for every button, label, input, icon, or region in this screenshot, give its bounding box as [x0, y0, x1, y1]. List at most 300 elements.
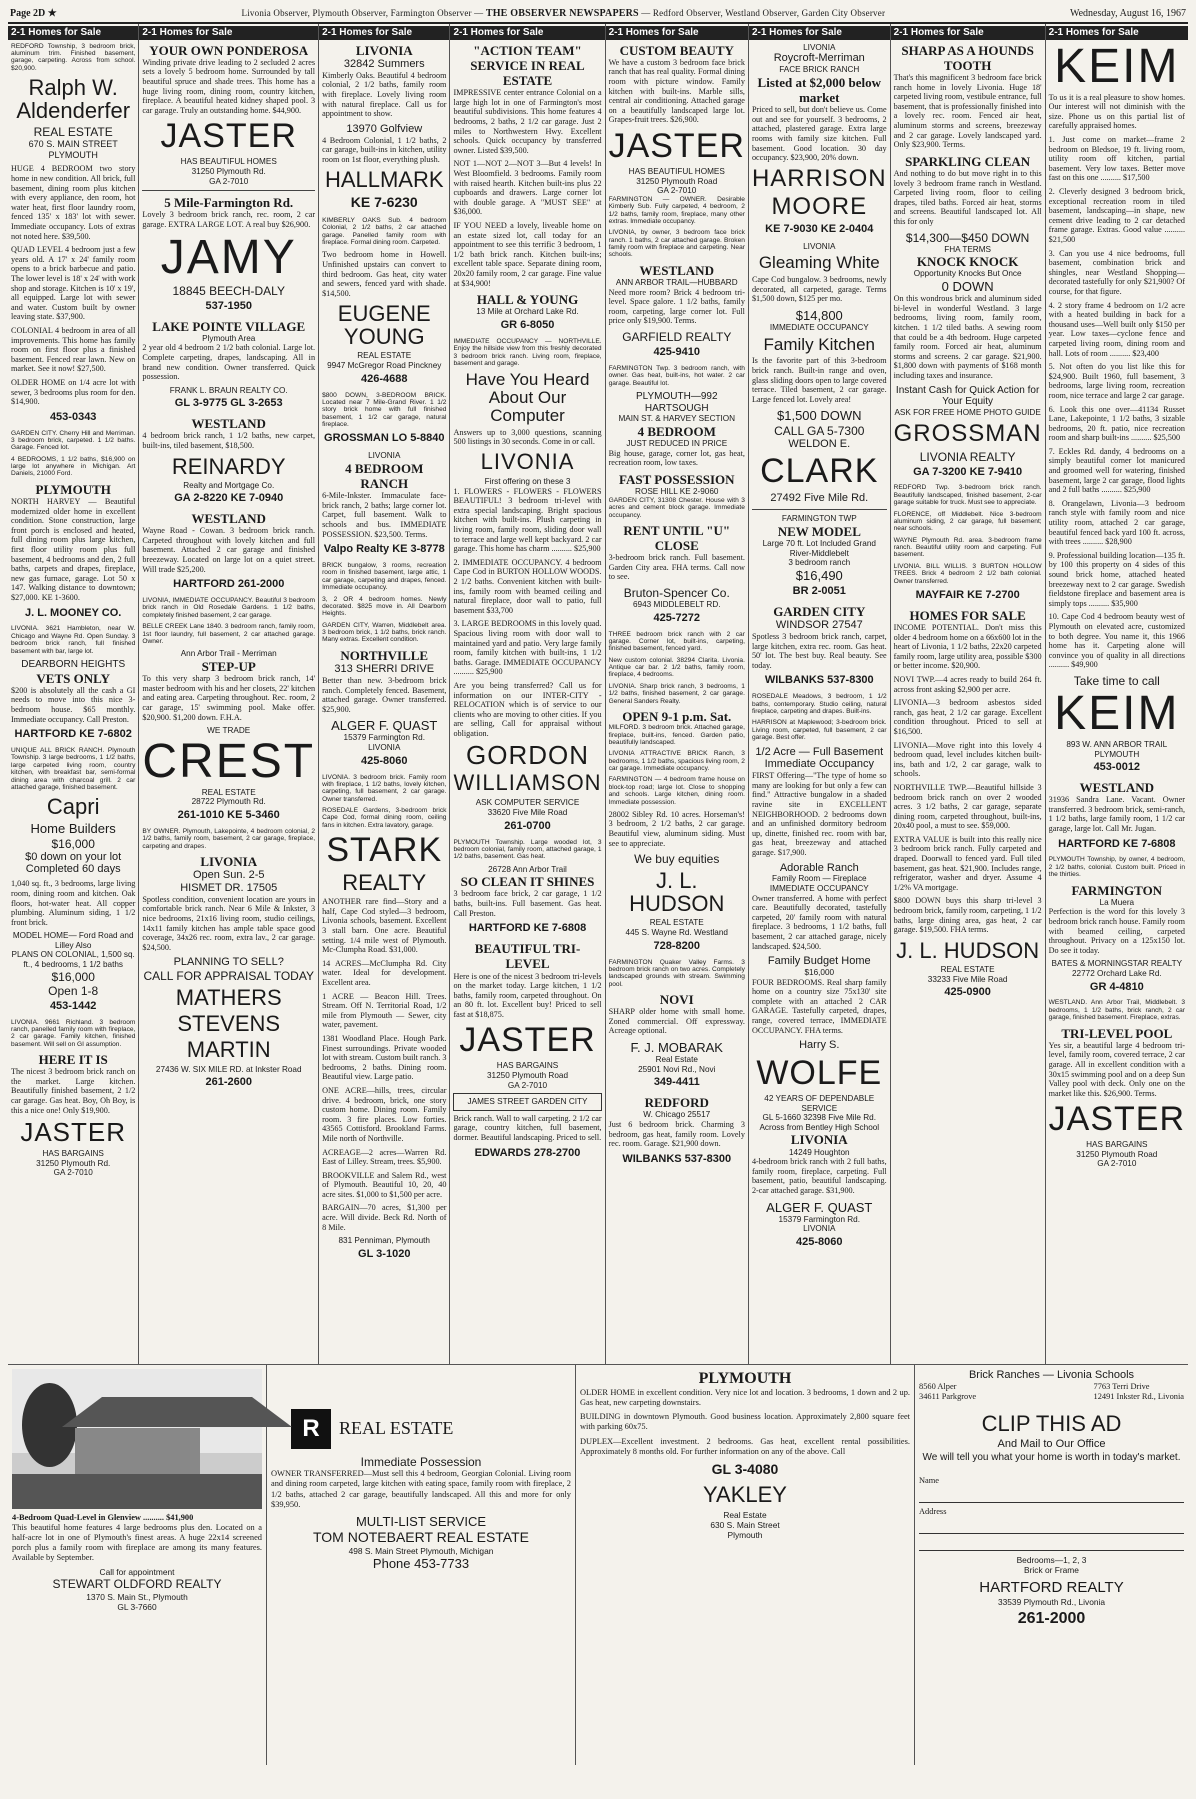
listing: Here is one of the nicest 3 bedroom tri-levels on the market today. Large kitchen, 1 1/2 baths, family room, carpeted throughout. On an 80 ft. lot. Excellent buy! Priced to sell fast at $18,875. — [453, 971, 602, 1019]
price: $16,000 — [804, 968, 835, 978]
agency-sub: Real Estate — [723, 1509, 767, 1520]
address: 12491 Inkster Rd., Livonia — [1093, 1392, 1184, 1402]
agency-address: 670 S. MAIN STREET PLYMOUTH — [28, 139, 118, 160]
phone: EDWARDS 278-2700 — [474, 1146, 581, 1159]
newspaper-page — [8, 4, 1188, 1789]
agency-city: LIVONIA — [368, 743, 401, 753]
agency-sub: Home Builders — [30, 821, 116, 837]
subheading: Family Budget Home — [767, 955, 871, 968]
listing: 2. IMMEDIATE OCCUPANCY. 4 bedroom Cape Cod in BURTON HOLLOW WOODS. 2 1/2 baths. Convenient kitchen with built-ins, family room with beamed ceiling and natural fireplace, door wall to patio, full basement $33,700 — [453, 557, 602, 615]
divider — [752, 509, 887, 510]
price: $16,000 — [51, 969, 95, 984]
agency-name: MARTIN — [186, 1037, 271, 1063]
subheading: Immediate Occupancy — [764, 758, 874, 771]
listing: ANOTHER rare find—Story and a half, Cape Cod styled—3 bedroom, Livonia schools, basement. Excellent 3 stall barn. One acre. Beautiful setting. 1/4 mile west of Plymouth. Mc-Clumpha Road. $31,000. — [322, 897, 447, 955]
subheading: IMMEDIATE OCCUPANCY — [769, 322, 869, 332]
listing: FOUR BEDROOMS. Real sharp family home on a country size 75x130' site complete with an attached 2 CAR GARAGE. Tastefully carpeted, drapes, range, covered terrace, IMMEDIATE OCCUPANCY. FHA terms. — [751, 977, 887, 1035]
listing: This beautiful home features 4 large bedrooms plus den. Located on a half-acre lot in one of Plymouth's finest areas. A huge 22x14 screened porch plus a family room with fireplace are among its many features. Available by September. — [12, 1523, 262, 1563]
phone: WILBANKS 537-8300 — [764, 674, 874, 687]
yakley-ad — [576, 1365, 915, 1765]
subheading: Adorable Ranch — [779, 861, 859, 874]
subheading: Roycroft-Merriman — [773, 52, 865, 65]
listing: BUILDING in downtown Plymouth. Good business location. Approximately 2,800 square feet with parking 60x75. — [580, 1412, 910, 1432]
listing: Lovely 3 bedroom brick ranch, rec. room, 2 car garage. EXTRA LARGE LOT. A real buy $26,900. — [142, 210, 316, 230]
heading: LIVONIA — [480, 449, 575, 475]
listing: 2 year old 4 bedroom 2 1/2 bath colonial. Large lot. Complete carpeting, drapes, landscaping. All in brand new condition. Owner transferred. Quick possession. — [142, 343, 316, 382]
list-item: 8. Orangelawn, Livonia—3 bedroom ranch style with family room and nice utility room, attached 2 car garage, beautiful fenced back yard 100 ft. across, with trees .......... $28,900 — [1048, 498, 1185, 547]
ad: GARDEN CITY, Warren, Middlebelt area. 3 bedroom brick, 1 1/2 baths, brick ranch. Many extras. Excellent condition. — [322, 621, 447, 644]
subheading: MULTI-LIST SERVICE — [355, 1513, 487, 1529]
ad: LIVONIA. 9661 Richland. 3 bedroom ranch, panelled family room with fireplace, 2 car garage. Family kitchen, finished basement. Will sell on GI assumption. — [11, 1018, 136, 1048]
ad: GARDEN CITY, 31308 Chester. House with 3 acres and cement block garage. Immediate occupancy. — [608, 496, 745, 519]
subheading: Opportunity Knocks But Once — [913, 269, 1022, 279]
ad: REDFORD Township, 3 bedroom brick, aluminum trim. Finished basement, garage, carpeting. Across from school. $20,900. — [11, 42, 136, 72]
phone: Phone 453-7733 — [372, 1556, 470, 1572]
phone: HARTFORD KE 7-6808 — [1058, 837, 1176, 850]
phone: 425-7272 — [653, 611, 700, 624]
phone: MAYFAIR KE 7-2700 — [915, 588, 1020, 601]
list-item: 4. 2 story frame 4 bedroom on 1/2 acre with a heated building in back for a thousand uses—Well built only $150 per year. Low taxes—cyclone fence and carpeted living room, dining room and hall. Lots of room .......... $23,400 — [1048, 300, 1185, 358]
heading: BEAUTIFUL TRI-LEVEL — [474, 941, 581, 972]
ad: THREE bedroom brick ranch with 2 car garage. Corner lot, built-ins, carpeting, finished basement, fenced yard. — [608, 630, 745, 653]
phone: KE 7-6230 — [350, 194, 418, 211]
ad: LIVONIA. 3 bedroom brick. Family room with fireplace, 1 1/2 baths, lovely kitchen, carpeting, full basement, 2 car garage. Owner transferred. — [322, 773, 447, 803]
listing: Are you being transferred? Call us for information on our INTER-CITY - RELOCATION which is of service to our clients who are moving to other cities. If you are selling, Call for appraisal without obligation. — [453, 680, 602, 738]
ad: MILFORD. 3 bedroom brick. Attached garage, fireplace, built-ins, fenced. Garden patio, beautifully landscaped. — [608, 724, 745, 746]
agency-address: 31250 Plymouth Rd. — [36, 1158, 111, 1168]
listing: We have a custom 3 bedroom face brick ranch that has real quality. Formal dining room with picture window. Family kitchen with built-ins. Marble sills, central air conditioning. Attached garage on a beautifully landscaped large lot. Grapes-fruit trees. $26,900. — [608, 57, 745, 125]
listing: 14 ACRES—McClumpha Rd. City water. Ideal for development. Excellent area. — [322, 958, 447, 987]
promo: Instant Cash for Quick Action for Your Equity — [895, 384, 1040, 408]
phone: Valpo Realty KE 3-8778 — [323, 543, 445, 556]
heading: LIVONIA — [790, 1132, 848, 1148]
agency-logo-text: JASTER — [20, 1117, 127, 1148]
agency-name: F. J. MOBARAK — [630, 1040, 723, 1056]
price: $14,800 — [795, 307, 843, 323]
agency-name: Harry S. — [799, 1039, 840, 1052]
promo: Completed 60 days — [25, 863, 121, 876]
agency-address: 15379 Farmington Rd. — [343, 733, 425, 743]
detail: Across from Bentley High School — [759, 1122, 880, 1132]
agency-address: 498 S. Main Street Plymouth, Michigan — [348, 1546, 494, 1557]
ad: BY OWNER. Plymouth, Lakepointe, 4 bedroom colonial, 2 1/2 baths, family room, basement, 2 car garage, fireplace, carpeting and drapes. — [142, 827, 316, 850]
subheading: And Mail to Our Office — [997, 1438, 1106, 1451]
agency-address: 27436 W. SIX MILE RD. at Inkster Road — [155, 1064, 302, 1074]
heading: 4 BEDROOM — [637, 423, 716, 439]
ad: FARMINGTON Twp. 3 bedroom ranch, with owner. Gas heat, built-ins, hot water. 2 car garage. Beautiful lot. — [608, 364, 745, 387]
heading: NEW MODEL — [777, 523, 861, 539]
listing: 31936 Sandra Lane. Vacant. Owner transferred. 3 bedroom brick, semi-ranch, 1 1/2 baths, large family room, 1 1/2 car garage, large lot. Call Mr. Jugan. — [1048, 795, 1185, 833]
agency-name: HALLMARK — [324, 167, 444, 193]
ad: HARRISON at Maplewood; 3-bedroom brick. Living room, carpeted, full basement, 2 car garage. Best offer. — [751, 719, 887, 742]
agency-city: Plymouth — [727, 1529, 763, 1540]
phone: 425-9410 — [653, 346, 700, 359]
heading: NORTHVILLE — [340, 647, 429, 663]
agency-name: GARFIELD REALTY — [622, 330, 732, 344]
subheading: FACE BRICK RANCH — [779, 65, 860, 75]
heading: "ACTION TEAM" SERVICE IN REAL ESTATE — [470, 42, 585, 89]
agency-address: 33620 Five Mile Road — [487, 808, 568, 818]
ad: 3, 2 OR 4 bedroom homes. Newly decorated. $825 move in. All Dearborn Heights. — [322, 595, 447, 618]
agency-name: STEWART OLDFORD REALTY — [52, 1577, 222, 1592]
listing: 4 Bedroom Colonial, 1 1/2 baths, 2 car garage, built-ins in kitchen, utility room on 1st floor, everything plush. — [322, 135, 447, 164]
promo: Take time to call — [1073, 673, 1160, 688]
address: 34611 Parkgrove — [919, 1392, 977, 1402]
phone: 425-0900 — [944, 986, 991, 999]
heading: GARDEN CITY — [773, 603, 866, 619]
agency-sub: REAL ESTATE — [940, 964, 995, 974]
agency-sub: HAS BEAUTIFUL HOMES — [628, 167, 725, 177]
agency-logo-text: REALTY — [342, 870, 427, 896]
listing: To us it is a real pleasure to show homes. Our interest will not diminish with the size. Phone us on this partial list of carefully appraised homes. — [1048, 92, 1185, 131]
promo: CALL FOR APPRAISAL TODAY — [143, 969, 314, 984]
listing: 1 ACRE — Beacon Hill. Trees. Stream. Off N. Territorial Road, 1/2 mile from Plymouth — Sewer, city water, pavement. — [322, 991, 447, 1030]
phone: 728-8200 — [653, 939, 700, 952]
phone: GL 3-7660 — [117, 1601, 157, 1612]
detail: We will tell you what your home is worth in today's market. — [922, 1451, 1181, 1463]
agency-logo-text: JASTER — [459, 1021, 596, 1060]
subheading: LIVONIA — [368, 451, 401, 461]
agency-address: 445 S. Wayne Rd. Westland — [625, 928, 728, 938]
heading: FARMINGTON — [1071, 882, 1163, 898]
address: 7763 Terri Drive — [1093, 1382, 1150, 1392]
phone: 453-1442 — [49, 999, 97, 1012]
listing: 4-bedroom brick ranch with 2 full baths, family room, fireplace, carpeting. Full basement, patio, beautiful landscaping. 2-car attached garage. $31,900. — [751, 1157, 887, 1196]
list-item: 5. Not often do you list like this for $24,900. Built 1960, full basement, 3 bedrooms, large living room, recreation room, nice terrace and large 2 car garage. — [1048, 362, 1185, 400]
agency-name: Ralph W. Aldenderfer — [16, 75, 131, 124]
column-3 — [319, 24, 450, 1364]
phone: 261-1010 KE 5-3460 — [177, 808, 280, 821]
heading: DEARBORN HEIGHTS — [21, 658, 126, 670]
ad: LIVONIA. Sharp brick ranch, 3 bedrooms, 1 1/2 baths, finished basement, 2 car garage. General Sanders Realty. — [608, 682, 745, 705]
heading: RENT UNTIL "U" CLOSE — [623, 522, 731, 554]
agency-name: ALGER F. QUAST — [766, 1199, 873, 1215]
subheading: LIVONIA — [803, 241, 836, 251]
agency-name: HARTFORD REALTY — [979, 1578, 1124, 1596]
ad: PLYMOUTH Township, by owner, 4 bedroom, 2 1/2 baths, colonial. Custom built. Priced in the thirties. — [1048, 856, 1185, 879]
ad: LIVONIA, by owner, 3 bedroom face brick ranch. 1 baths, 2 car attached garage. Broken family room with fireplace and carpeting. Near schools. — [608, 229, 745, 259]
heading: CUSTOM BEAUTY — [619, 42, 734, 58]
agency-logo-text: GROSSMAN — [893, 419, 1042, 447]
subheading: FARMINGTON TWP — [781, 514, 857, 524]
agency-address: 22772 Orchard Lake Rd. — [1071, 968, 1162, 978]
listing: DUPLEX—Excellent investment. 2 bedrooms. Gas heat, excellent rental possibilities. Approximately 8 months old. For further information on any of the above. Call — [580, 1436, 910, 1456]
listing: 3 bedroom face brick, 2 car garage, 1 1/2 baths, built-ins. Full basement. Gas heat. Call Preston. — [453, 889, 602, 918]
agency-name: REINARDY — [171, 453, 286, 479]
agency-sub: Realty and Mortgage Co. — [183, 480, 275, 490]
agency-address: 31250 Plymouth Rd. — [191, 167, 266, 177]
listing: HUGE 4 BEDROOM two story home in new condition. All brick, full basement, dining room plus kitchen with every appliance, den room, hot water heat, first floor laundry room, fenced 135' x 183' lot with sewer. Immediate occupancy. Lots of extras not noted here. $39,500. — [11, 164, 136, 241]
phone: ROSE HILL KE 2-9060 — [635, 487, 719, 497]
listing: Spotless 3 bedroom brick ranch, carpet, large kitchen, extra rec. room. Gas heat. 50' lot. The best buy. Real beauty. See today. — [751, 632, 887, 670]
address: WINDSOR 27547 — [775, 619, 863, 632]
heading: LIVONIA — [200, 853, 258, 869]
column-8 — [1046, 24, 1188, 1364]
subheading: PLYMOUTH—992 HARTSOUGH — [636, 391, 718, 414]
listing: BARGAIN—70 acres, $1,300 per acre. Will divide. Beck Rd. North of 8 Mile. — [322, 1203, 447, 1232]
listing: NOT 1—NOT 2—NOT 3—But 4 levels! In West Bloomfield. 3 bedrooms. Family room with raised hearth. Kitchen built-ins plus 22 cupboards and drawers. Large corner lot with double garage. A "MUST SEE" at $36,000. — [453, 159, 602, 217]
agency-sub: HAS BARGAINS — [42, 1149, 104, 1159]
agency-name: J. L. HUDSON — [629, 868, 725, 917]
column-1 — [8, 24, 139, 1364]
agency-logo-text: KEIM — [1054, 39, 1180, 93]
address: 313 SHERRI DRIVE — [334, 663, 435, 676]
agency-name: STEVENS — [177, 1011, 281, 1037]
agency-address: 9947 McGregor Road Pinckney — [327, 361, 442, 371]
listing: 3. LARGE BEDROOMS in this lovely quad. Spacious living room with door wall to maintained yard and patio. Very large family room, family kitchen with built-ins, 1 1/2 baths. Garage. IMMEDIATE OCCUPANCY .......... $25,900 — [453, 619, 602, 677]
photo-caption: 4-Bedroom Quad-Level in Glenview .......... $41,900 — [12, 1513, 194, 1522]
open-hours: Open Sun. 2-5 — [192, 869, 265, 882]
phone: 349-4411 — [653, 1076, 700, 1089]
subheading: First offering on these 3 — [484, 477, 571, 487]
listing: Winding private drive leading to 2 secluded 2 acres sets a lovely 5 bedroom home. Surrounded by tall beautiful spruce and shade trees. This home has a huge living room, dining room, country kitchen, fireplace. A beautiful heated kidney shaped pool. 3 car garage. Truly an outstanding home. $44,900. — [142, 57, 316, 115]
heading: SO CLEAN IT SHINES — [460, 874, 595, 890]
agency-sub: Real Estate — [655, 1055, 698, 1065]
ad: 4 BEDROOMS, 1 1/2 baths, $16,900 on large lot anywhere in Michigan. Art Daniels, 21000 Ford. — [11, 455, 136, 478]
heading: WESTLAND — [191, 511, 266, 527]
subheading: Immediate Possession — [360, 1455, 482, 1469]
agency-address: 25901 Novi Rd., Novi — [638, 1064, 716, 1074]
agency-logo-text: STARK — [326, 831, 443, 870]
phone: 537-1950 — [205, 299, 252, 312]
page-number: Page 2D ★ — [10, 7, 57, 19]
agency-sub: REAL ESTATE — [201, 787, 256, 797]
ad: FARMINGTON Quaker Valley Farms. 3 bedroom brick ranch on two acres. Completely landscaped grounds with stream. Swimming pool. — [608, 958, 745, 988]
address-field[interactable]: Address — [919, 1507, 1184, 1551]
listing: LIVONIA—3 bedroom asbestos sided ranch, gas heat, 2 1/2 car garage. Excellent condition throughout. Priced to sell at $16,500. — [893, 698, 1042, 736]
heading: LAKE POINTE VILLAGE — [152, 318, 306, 334]
heading: Family Kitchen — [763, 334, 876, 354]
listing: ONE ACRE—hills, trees, circular drive. 4 bedroom, brick, one story custom home. Dining room. Family room. 3 fire places. Low forties. 43565 Cottisford. Brookland Farms. Mile north of Northville. — [322, 1085, 447, 1143]
price: $14,300—$450 DOWN — [905, 230, 1030, 245]
list-item: 7. Eckles Rd. dandy, 4 bedrooms on a simply beautiful corner lot manicured and groomed well for watering, finished basement, large 2 car garage, flood lights and 2 full baths .......... $25,900 — [1048, 446, 1185, 495]
heading: 5 Mile-Farmington Rd. — [164, 195, 294, 211]
agency-address: 13 Mile at Orchard Lake Rd. — [476, 307, 579, 317]
section-header: 2-1 Homes for Sale — [8, 26, 138, 40]
heading: NOVI — [659, 992, 694, 1008]
subheading: We buy equities — [634, 852, 720, 867]
phone: 453-0012 — [1093, 761, 1141, 774]
listing: Answers up to 3,000 questions, scanning 500 listings in 30 seconds. Come in or call. — [453, 427, 602, 447]
column-5 — [606, 24, 749, 1364]
listing: IF YOU NEED a lovely, liveable home on an estate sized lot, call today for an appointment to see this terrific 3 bedroom, 1 1/2 bath brick ranch. Kitchen built-ins; excellent table space. Separate dining room, 20x20 family room, 2 car garage. Fine value at $34,900! — [453, 221, 602, 288]
listing: Kimberly Oaks. Beautiful 4 bedroom colonial, 2 1/2 baths, family room with fireplace. Lovely living room with natural fireplace. Call us for appointment to show. — [322, 70, 447, 119]
agency-name: BATES & MORNINGSTAR REALTY — [1051, 959, 1183, 969]
masthead — [8, 4, 1188, 24]
issue-date: Wednesday, August 16, 1967 — [1069, 7, 1186, 19]
agency-name: HALL & YOUNG — [476, 292, 579, 308]
agency-name: FRANK L. BRAUN REALTY CO. — [169, 385, 288, 395]
subheading: Family Room — Fireplace — [771, 874, 867, 884]
phone: GL 3-1020 — [358, 1247, 411, 1260]
listing: Two bedroom home in Howell. Unfinished upstairs can convert to third bedroom. Gas heat, city water and sewers, fenced yard with shade. $14,500. — [322, 250, 447, 298]
subheading: Ann Arbor Trail - Merriman — [180, 649, 277, 659]
listing: 6-Mile-Inkster. Immaculate face-brick ranch, 2 baths; large corner lot. Carpet, full basement. Walk to schools and bus. IMMEDIATE POSSESSION. $23,500. Terms. — [322, 491, 447, 539]
notebaert-ad — [267, 1365, 576, 1765]
phone: 425-8060 — [796, 1236, 843, 1249]
model-home: MODEL HOME— Ford Road and Lilley Also — [12, 931, 134, 950]
list-item: 6. Look this one over—41134 Russet Lane, Lakepointe, 1 1/2 baths, 3 sizable bedrooms, 20 ft. patio, nice recreation room and sharp built-ins .......... $25,500 — [1048, 404, 1185, 443]
agency-sub: ASK COMPUTER SERVICE — [475, 798, 580, 808]
agency-address: 27492 Five Mile Rd. — [770, 492, 869, 505]
ad: FARMINGTON — 4 bedroom frame house on block-top road; large lot. Close to shopping and schools. Large kitchen, dining room. Immediate possession. — [608, 776, 745, 806]
listing: COLONIAL 4 bedroom in area of all improvements. This home has family room on first floor plus a finished basement. Fenced rear lawn. New on market. See it now! $27,500. — [11, 325, 136, 374]
agency-logo-text: CREST — [142, 734, 316, 788]
subheading: FHA TERMS — [944, 244, 991, 254]
listing: 3-bedroom brick ranch. Full basement. Garden City area. FHA terms. Call now to see. — [608, 553, 745, 582]
column-6 — [749, 24, 891, 1364]
agency-logo-text: JASTER — [608, 127, 745, 166]
listing: Priced to sell, but don't believe us. Come out and see for yourself. 3 bedrooms, 2 attached, plastered garage. Extra large rooms with family size kitchen. Full basement. Good location. 30 day occupancy. $23,900, 20% down. — [751, 105, 887, 163]
agency-logo-text: JASTER — [160, 117, 297, 156]
ad: ROSEDALE Meadows, 3 bedroom, 1 1/2 baths, contemporary. Studio ceiling, natural fireplace, carpeting and drapes. Built-ins. — [751, 693, 887, 716]
masthead-title: Livonia Observer, Plymouth Observer, Farmington Observer — THE OBSERVER NEWSPAPERS — Redford Observer, Westland Observer, Garden City Observer — [241, 7, 886, 19]
listing: 1,040 sq. ft., 3 bedrooms, large living room, dining room and kitchen. Oak floors, hot-water heat. All copper plumbing. Aluminum siding, 1 1/2 front brick. — [11, 879, 136, 927]
ad: IMMEDIATE OCCUPANCY — NORTHVILLE. Enjoy the hillside view from this freshly decorated 3 bedroom brick ranch. Living room, fireplace, basement and garage. — [453, 337, 602, 367]
heading: HOMES FOR SALE — [909, 607, 1026, 623]
listing: QUAD LEVEL 4 bedroom just a few years old. A 17' x 24' family room opens to a brick barbecue and patio. The lower level is 18' x 24' with work shop and storage. Kitchen is 10' x 19', all equipped. Large lot with sewer and water. Custom built by owner leaving state. $37,900. — [11, 245, 136, 322]
agency-name: YAKLEY — [703, 1482, 787, 1508]
price: $16,490 — [795, 567, 843, 583]
subheading: IMMEDIATE OCCUPANCY — [769, 884, 869, 894]
phone: GR 6-8050 — [500, 318, 555, 331]
phone: WILBANKS 537-8300 — [622, 1152, 732, 1165]
bottom-ads — [8, 1364, 1188, 1765]
heading: 4 BEDROOM RANCH — [345, 460, 424, 492]
listing: Spotless condition, convenient location are yours in comfortable brick ranch. Near 6 Mile & Inkster, 3 nice bedrooms, 21x16 living room, studio ceilings, 14x11 family kitchen has ample table space good coverage, 34x26 rec. room, extra lav., 2 car garage. $24,500. — [142, 894, 316, 952]
name-field[interactable]: Name — [919, 1476, 1184, 1503]
phone: 425-8060 — [361, 754, 408, 767]
subheading: MAIN ST. & HARVEY SECTION — [618, 414, 736, 424]
listing: $200 is absolutely all the cash a GI needs to move into this nice 3-bedroom house. $65 monthly. Immediate occupancy. Call Preston. — [11, 685, 136, 724]
agency-logo-text: JAMY — [160, 230, 297, 284]
agency-sub: REAL ESTATE — [649, 918, 704, 928]
realtor-logo-icon: R — [291, 1409, 331, 1449]
phone: GA 2-8220 KE 7-0940 — [174, 492, 284, 505]
price: 0 DOWN — [941, 279, 994, 295]
heading: PLYMOUTH — [698, 1370, 792, 1387]
section-header: 2-1 Homes for Sale — [1046, 26, 1188, 40]
heading: WESTLAND — [191, 416, 266, 432]
section-header: 2-1 Homes for Sale — [749, 26, 890, 40]
agency-name: Bruton-Spencer Co. — [623, 586, 730, 601]
agency-name: WELDON E. — [788, 437, 851, 450]
subheading: ANN ARBOR TRAIL—HUBBARD — [615, 278, 738, 288]
phone: GL 5-1660 32398 Five Mile Rd. — [762, 1113, 877, 1123]
phone: 261-0700 — [504, 819, 551, 832]
bedrooms-option[interactable]: Bedrooms—1, 2, 3 — [1016, 1554, 1087, 1565]
agency-address: 33233 Five Mile Road — [927, 974, 1008, 984]
heading: WESTLAND — [1079, 780, 1155, 796]
listing: Better than new. 3-bedroom brick ranch. Completely fenced. Basement, attached garage. Owner transferred. $25,900. — [322, 675, 447, 714]
ad: LIVONIA. 3621 Hambleton, near W. Chicago and Wayne Rd. Open Sunday. 3 bedroom brick ranch, full finished basement with bar, large lot. — [11, 625, 136, 655]
agency-logo-text: MOORE — [771, 192, 868, 220]
section-header: 2-1 Homes for Sale — [606, 26, 748, 40]
heading: Listed at $2,000 below market — [757, 74, 882, 105]
glenview-ad — [8, 1365, 267, 1765]
phone: KE 7-9030 KE 2-0404 — [765, 222, 874, 235]
agency-name: ALGER F. QUAST — [331, 718, 438, 734]
listing: To this very sharp 3 bedroom brick ranch, 14' master bedroom with his and her closets, 22' kitchen and eating area. Carpeting throughout. Rec. room, 2 car garage, 15' swimming pool. Make offer. $20,900. $1,200 down. F.H.A. — [142, 674, 316, 722]
agency-address: 33539 Plymouth Rd., Livonia — [997, 1596, 1106, 1607]
ad: $800 DOWN, 3-BEDROOM BRICK. Located near 7 Mile-Grand River. 1 1/2 story brick home with full finished basement, 1 1/2 car garage, natural fireplace. — [322, 391, 447, 429]
agency-sub: HAS BEAUTIFUL HOMES — [180, 157, 277, 167]
agency-name: EUGENE YOUNG — [337, 301, 431, 350]
heading: CLIP THIS AD — [981, 1411, 1122, 1437]
agency-sub: REAL ESTATE — [357, 351, 412, 361]
agency-name: Capri — [46, 794, 100, 820]
heading: FAST POSSESSION — [619, 471, 735, 487]
agency-address: 31250 Plymouth Road — [636, 176, 718, 186]
heading: REDFORD — [644, 1095, 709, 1111]
ad-box — [453, 1093, 601, 1111]
ad: WAYNE Plymouth Rd. area. 3-bedroom frame ranch. Beautiful utility room and carpeting. Full basement. — [893, 536, 1042, 559]
listing: Just 6 bedroom brick. Charming 3 bedroom, gas heat, family room. Lovely rec. room. Garage. $21,900 down. — [608, 1120, 745, 1149]
type-option[interactable]: Brick or Frame — [1024, 1564, 1079, 1575]
agency-logo-text: WILLIAMSON — [453, 770, 602, 796]
listing: FIRST Offering—"The type of home so many are looking for but only a few can find." Attractive bungalow in a shaded ravine site in EXCELLENT NEIGHBORHOOD. 2 bedrooms down and an unfinished dormitory bedroom up, dinette, finished rec. room with bar, gas heat, breezeway and attached garage. $17,900. — [751, 771, 887, 857]
agency-name: TOM NOTEBAERT REAL ESTATE — [312, 1529, 529, 1546]
heading: PLYMOUTH — [35, 481, 111, 497]
hartford-ad — [915, 1365, 1188, 1765]
subheading: Brick Ranches — Livonia Schools — [968, 1369, 1135, 1381]
list-item: 10. Cape Cod 4 bedroom beauty west of Plymouth on elevated acre, customized to both degree. You name it, this 1966 home has it. Carpeting alone will convince you of quality in all directions .......... $49,900 — [1048, 612, 1185, 670]
list-item: 1. Just come on market—frame 2 bedroom on Bledsoe, 19 ft. living room, utility room off kitchen, partial basement. Very low taxes. Better move fast on this one .......... $17,500 — [1048, 135, 1185, 183]
list-item: 9. Professional building location—135 ft. by 100 this property on 4 sides of this sound brick home, attached heated breezeway next to 2 car garage. Swedish fieldstone fireplace and basement area is simply tops .......... $35,900 — [1048, 550, 1185, 608]
ad: PLYMOUTH Township. Large wooded lot, 3 bedroom colonial, family room, attached garage, 1 1/2 baths, basement. Gas heat. — [453, 838, 602, 861]
heading: HERE IT IS — [38, 1052, 108, 1068]
phone: GA 7-3200 KE 7-9410 — [913, 465, 1023, 478]
agency-logo-text: WOLFE — [756, 1054, 883, 1093]
listing: Wayne Road - Cowan. 3 bedroom brick ranch. Carpeted throughout with lovely kitchen and full basement. Attached 2 car garage and finished breezeway. Located on large lot on a quiet street. Will trade $25,200. — [142, 526, 316, 574]
heading: REAL ESTATE — [339, 1418, 454, 1439]
agency-address: 6943 MIDDLEBELT RD. — [632, 600, 721, 610]
listing: 4 bedroom brick ranch, 1 1/2 baths, new carpet, built-ins, tiled basement, $18,500. — [142, 431, 316, 450]
phone: 261-2000 — [1017, 1610, 1086, 1628]
detail: Call for appointment — [99, 1567, 175, 1578]
ad: WESTLAND. Ann Arbor Trail, Middlebelt. 3 bedrooms, 1 1/2 baths, brick ranch, 2 car garage, finished basement. Fireplace, extras. — [1048, 999, 1185, 1022]
agency-logo-text: JASTER — [1048, 1100, 1185, 1139]
agency-sub: HAS BARGAINS — [1086, 1140, 1148, 1150]
listing: 1. FLOWERS - FLOWERS - FLOWERS BEAUTIFUL! 3 bedroom tri-level with extra special landscaping. Bright spacious kitchen with built-ins. Plush carpeting in living room, family room, sliding door wall to terrace and large well kept backyard. 2 car garage. This home has charm .......... $25,900 — [453, 486, 602, 554]
subheading: LIVONIA — [803, 42, 836, 52]
detail: Large 70 ft. Lot Included Grand River-Middlebelt — [762, 539, 876, 558]
address: HISMET DR. 17505 — [180, 881, 278, 894]
agency-logo-text: HARRISON — [751, 164, 887, 192]
ad: BRICK bungalow, 3 rooms, recreation room in finished basement, large attic, 1 car garage, carpeting and drapes, fenced. Immediate occupancy. — [322, 562, 447, 592]
ad: ROSEDALE Gardens, 3-bedroom brick Cape Cod, formal dining room, ceiling fans in kitchen. Extra lavatory, garage. — [322, 807, 447, 829]
ad: GARDEN CITY. Cherry Hill and Merriman. 3 bedroom brick, carpeted. 1 1/2 baths. Garage. Fenced lot. — [11, 429, 136, 452]
agency-address: 15379 Farmington Rd. — [778, 1214, 861, 1224]
listing: Big house, garage, corner lot, gas heat, recreation room, low taxes. — [608, 448, 745, 468]
agency-address: 31250 Plymouth Road — [486, 1071, 569, 1081]
agency-sub: 42 YEARS OF DEPENDABLE SERVICE — [764, 1094, 875, 1113]
agency-sub: REAL ESTATE — [33, 125, 113, 140]
section-header: 2-1 Homes for Sale — [450, 26, 604, 40]
heading: TRI-LEVEL POOL — [1061, 1025, 1173, 1041]
ad: New custom colonial. 38294 Clarita. Livonia. Antique car bar. 2 1/2 baths, family room, fireplace, 4 bedrooms. — [608, 656, 745, 679]
listing: 1381 Woodland Place. Hough Park. Finest surroundings. Private wooded lot with stream. Custom built ranch. 3 bedrooms, 2 baths. Dining room. Beautiful view. Large patio. — [322, 1033, 447, 1082]
phone: GA 2-7010 — [657, 186, 697, 196]
subheading: WE TRADE — [207, 726, 251, 736]
heading: KNOCK KNOCK — [916, 254, 1019, 270]
phone: GR 4-4810 — [1089, 980, 1144, 993]
listing: NORTH HARVEY — Beautiful modernized older home in excellent condition. Stone construction, large front porch is enclosed and heated, full dining room plus large kitchen, first floor utility room plus full basement, 4 bedrooms and den, 2 full baths, carpets and drapes, fireplace, new gas furnace, garage. Lot 50 x 147. Walking distance to downtown; $27,000. KE 1-3600. — [11, 497, 136, 602]
price: $1,500 DOWN — [777, 408, 862, 424]
phone: GL 3-4080 — [711, 1460, 779, 1477]
listing: OLDER HOME in excellent condition. Very nice lot and location. 3 bedrooms, 1 down and 2 up. Gas heat, new carpeting downstairs. — [580, 1388, 910, 1408]
listing: EXTRA VALUE is built into this really nice 3 bedroom brick ranch. Fully carpeted and draped. Doorwall to fenced yard. Full tiled basement, gas heat. $21,900. Includes range, refrigerator, washer and dryer. Assume 4 1/2% VA mortgage. — [893, 834, 1042, 892]
